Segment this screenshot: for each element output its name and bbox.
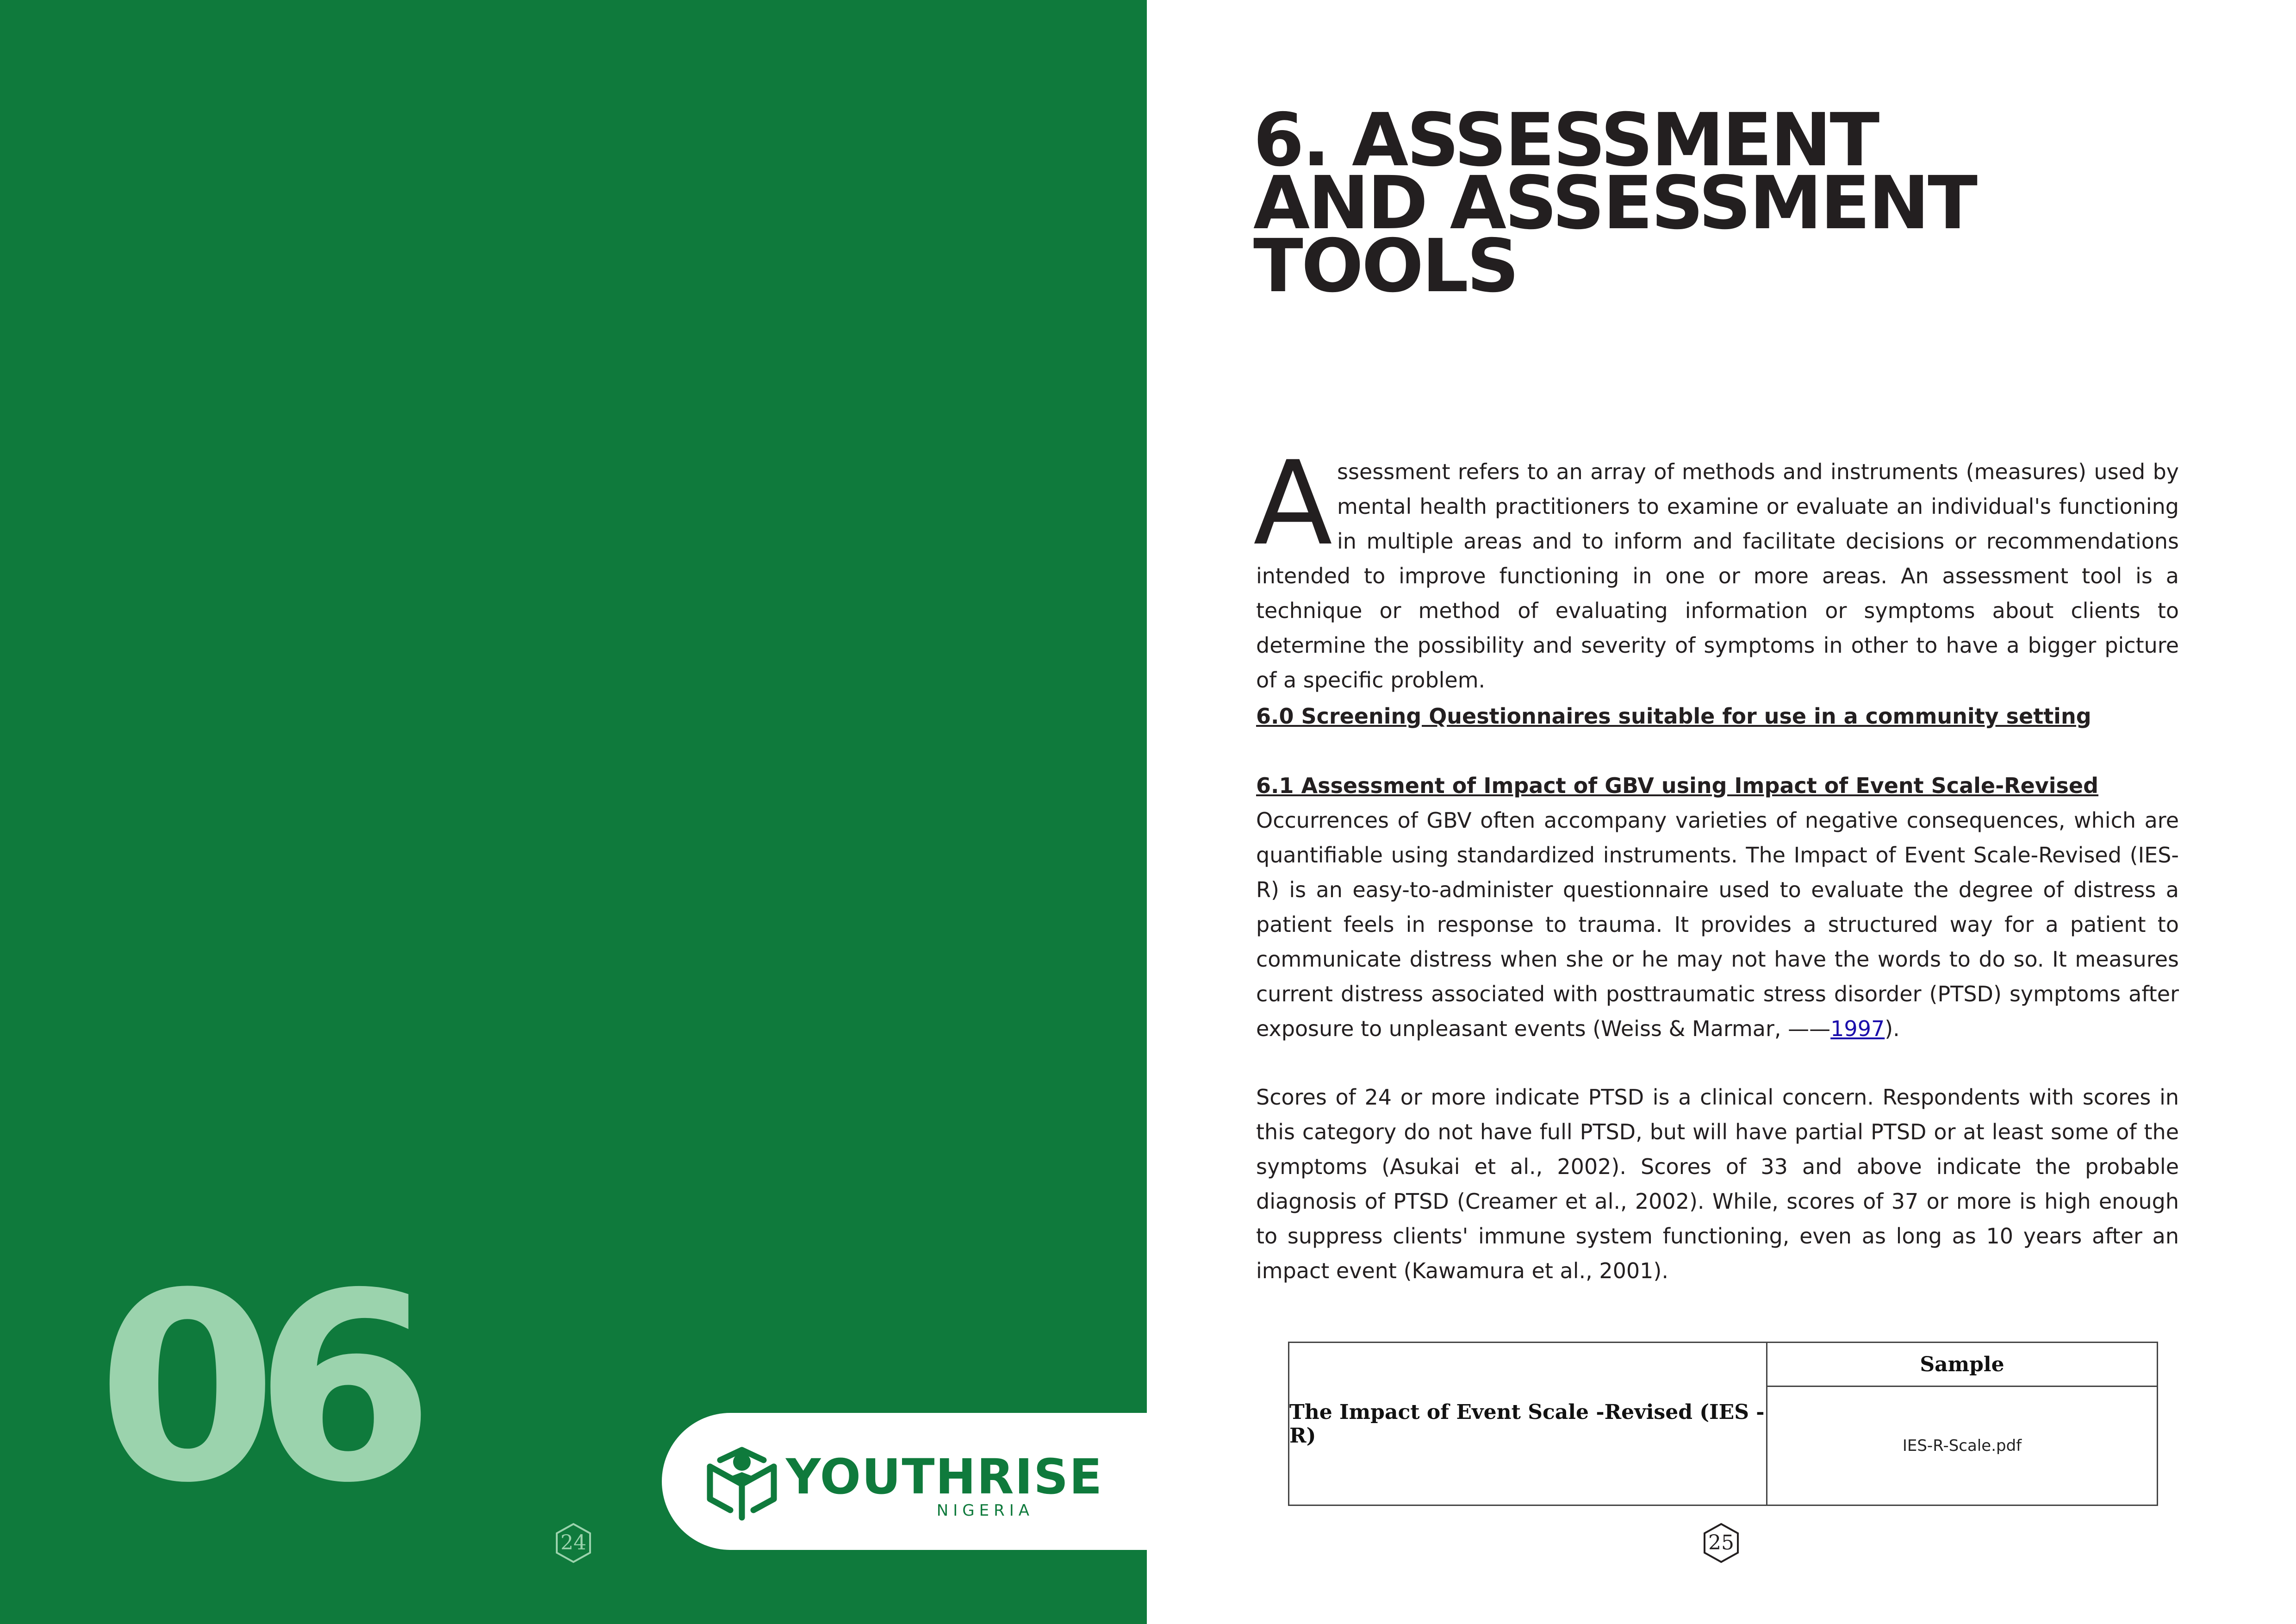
page-number-right-label: 25 (1708, 1531, 1734, 1555)
logo-title: YOUTHRISE (786, 1449, 1103, 1505)
chapter-title-line: AND ASSESSMENT (1253, 161, 1976, 246)
chapter-title-line: TOOLS (1253, 224, 1518, 309)
intro-paragraph (1253, 436, 2179, 698)
logo-subtitle: NIGERIA (936, 1501, 1034, 1520)
drop-cap: A (1253, 436, 1333, 571)
table-scale-name-cell: The Impact of Event Scale -Revised (IES -R) (1289, 1343, 1767, 1505)
page-number-left (553, 1522, 594, 1564)
citation-dash: —— (1788, 1016, 1831, 1041)
sample-file-link[interactable]: IES-R-Scale.pdf (1902, 1437, 2022, 1455)
section-6-1-paragraph (1256, 803, 2179, 1046)
section-6-1-text: Occurrences of GBV often accompany varieties of negative consequences, which are quantifiable using standardized instruments. The Impact of Event Scale-Revised (IES-R) is an easy-to-administer questionnaire used to evaluate the degree of distress a patient feels in response to trauma. It provides a structured way for a patient to communicate distress when she or he may not have the words to do so. It measures current distress associated with posttraumatic stress disorder (PTSD) symptoms after exposure to unpleasant events (Weiss & Marmar, (1256, 808, 2179, 1041)
chapter-number: 06 (97, 1238, 412, 1540)
sample-table (1288, 1342, 2158, 1506)
citation-close: ). (1885, 1016, 1900, 1041)
chapter-title (1253, 98, 2040, 309)
scores-paragraph (1256, 1080, 2179, 1288)
chapter-title-line: 6. ASSESSMENT (1253, 98, 1878, 183)
section-6-0-heading: 6.0 Screening Questionnaires suitable for use in a community setting (1256, 704, 2091, 729)
table-header-sample: Sample (1767, 1343, 2157, 1387)
page-number-right (1700, 1522, 1742, 1564)
scores-text: Scores of 24 or more indicate PTSD is a clinical concern. Respondents with scores in this category do not have full PTSD, but will have partial PTSD or at least some of the symptoms (Asukai et al., 2002). Scores of 33 and above indicate the probable diagnosis of PTSD (Creamer et al., 2002). While, scores of 37 or more is high enough to suppress clients' immune system functioning, even as long as 10 years after an impact event (Kawamura et al., 2001). (1256, 1085, 2179, 1283)
logo-banner (662, 1413, 1147, 1550)
intro-text: ssessment refers to an array of methods and instruments (measures) used by mental health practitioners to examine or evaluate an individual's functioning in multiple areas and to inform and facilitate decisions or recommendations intended to improve functioning in one or more areas. An assessment tool is a technique or method of evaluating information or symptoms about clients to determine the possibility and severity of symptoms in other to have a bigger picture of a specific problem. (1256, 459, 2179, 693)
citation-link[interactable]: 1997 (1830, 1016, 1885, 1041)
youthrise-cube-person-icon (703, 1440, 781, 1521)
left-page (0, 0, 1147, 1624)
section-6-1-heading: 6.1 Assessment of Impact of GBV using Impact of Event Scale-Revised (1256, 773, 2099, 798)
page-number-left-label: 24 (560, 1531, 586, 1555)
